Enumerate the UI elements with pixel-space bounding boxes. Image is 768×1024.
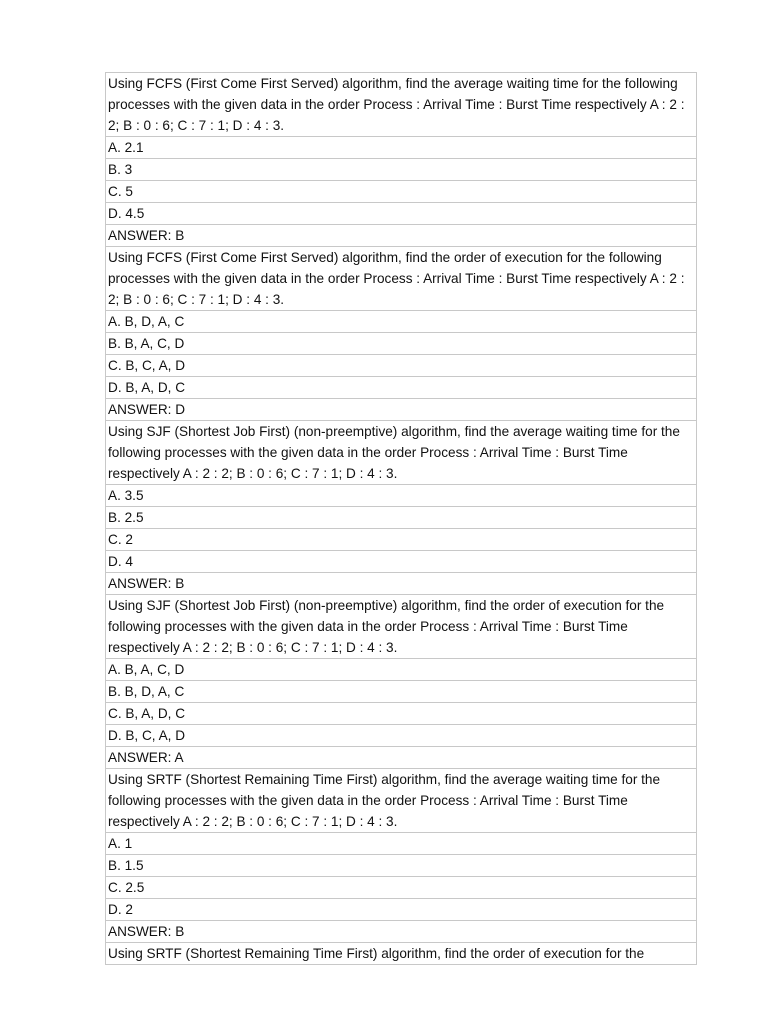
option-text: B. B, D, A, C — [106, 681, 697, 703]
question-text: Using FCFS (First Come First Served) algorithm, find the average waiting time for the following processes with the given data in the order Process : Arrival Time : Burst Time respectively A : 2 : 2; B : 0 : 6; C : 7 : 1; D : 4 : 3. — [106, 73, 697, 137]
option-row — [106, 507, 697, 529]
option-row — [106, 137, 697, 159]
option-text: B. 1.5 — [106, 855, 697, 877]
option-row — [106, 181, 697, 203]
answer-row — [106, 921, 697, 943]
document-page — [105, 72, 697, 965]
option-row — [106, 203, 697, 225]
option-text: D. B, A, D, C — [106, 377, 697, 399]
option-text: B. 3 — [106, 159, 697, 181]
option-text: A. 1 — [106, 833, 697, 855]
option-row — [106, 833, 697, 855]
option-row — [106, 551, 697, 573]
answer-row — [106, 225, 697, 247]
answer-text: ANSWER: A — [106, 747, 697, 769]
question-text: Using SRTF (Shortest Remaining Time First) algorithm, find the order of execution for the — [106, 943, 697, 965]
option-row — [106, 377, 697, 399]
question-text: Using SJF (Shortest Job First) (non-preemptive) algorithm, find the average waiting time for the following processes with the given data in the order Process : Arrival Time : Burst Time respectively A : 2 : 2; B : 0 : 6; C : 7 : 1; D : 4 : 3. — [106, 421, 697, 485]
option-text: C. 2.5 — [106, 877, 697, 899]
answer-row — [106, 747, 697, 769]
option-text: A. 2.1 — [106, 137, 697, 159]
answer-text: ANSWER: B — [106, 921, 697, 943]
option-text: B. B, A, C, D — [106, 333, 697, 355]
option-row — [106, 725, 697, 747]
option-row — [106, 877, 697, 899]
option-row — [106, 681, 697, 703]
option-text: B. 2.5 — [106, 507, 697, 529]
question-text: Using SRTF (Shortest Remaining Time First) algorithm, find the average waiting time for the following processes with the given data in the order Process : Arrival Time : Burst Time respectively A : 2 : 2; B : 0 : 6; C : 7 : 1; D : 4 : 3. — [106, 769, 697, 833]
option-text: C. 2 — [106, 529, 697, 551]
question-row — [106, 769, 697, 833]
option-row — [106, 333, 697, 355]
option-row — [106, 529, 697, 551]
option-row — [106, 659, 697, 681]
answer-row — [106, 573, 697, 595]
option-text: D. B, C, A, D — [106, 725, 697, 747]
question-row — [106, 595, 697, 659]
option-row — [106, 899, 697, 921]
question-row — [106, 247, 697, 311]
option-text: C. B, A, D, C — [106, 703, 697, 725]
option-row — [106, 485, 697, 507]
option-text: D. 4 — [106, 551, 697, 573]
option-text: A. 3.5 — [106, 485, 697, 507]
quiz-table — [105, 72, 697, 965]
option-text: C. 5 — [106, 181, 697, 203]
option-text: C. B, C, A, D — [106, 355, 697, 377]
option-text: A. B, D, A, C — [106, 311, 697, 333]
option-text: D. 4.5 — [106, 203, 697, 225]
answer-text: ANSWER: B — [106, 573, 697, 595]
answer-row — [106, 399, 697, 421]
question-text: Using FCFS (First Come First Served) algorithm, find the order of execution for the following processes with the given data in the order Process : Arrival Time : Burst Time respectively A : 2 : 2; B : 0 : 6; C : 7 : 1; D : 4 : 3. — [106, 247, 697, 311]
option-row — [106, 311, 697, 333]
answer-text: ANSWER: B — [106, 225, 697, 247]
option-row — [106, 355, 697, 377]
option-row — [106, 159, 697, 181]
option-row — [106, 703, 697, 725]
option-text: A. B, A, C, D — [106, 659, 697, 681]
option-text: D. 2 — [106, 899, 697, 921]
answer-text: ANSWER: D — [106, 399, 697, 421]
question-text: Using SJF (Shortest Job First) (non-preemptive) algorithm, find the order of execution for the following processes with the given data in the order Process : Arrival Time : Burst Time respectively A : 2 : 2; B : 0 : 6; C : 7 : 1; D : 4 : 3. — [106, 595, 697, 659]
question-row — [106, 421, 697, 485]
option-row — [106, 855, 697, 877]
question-row — [106, 73, 697, 137]
question-row — [106, 943, 697, 965]
